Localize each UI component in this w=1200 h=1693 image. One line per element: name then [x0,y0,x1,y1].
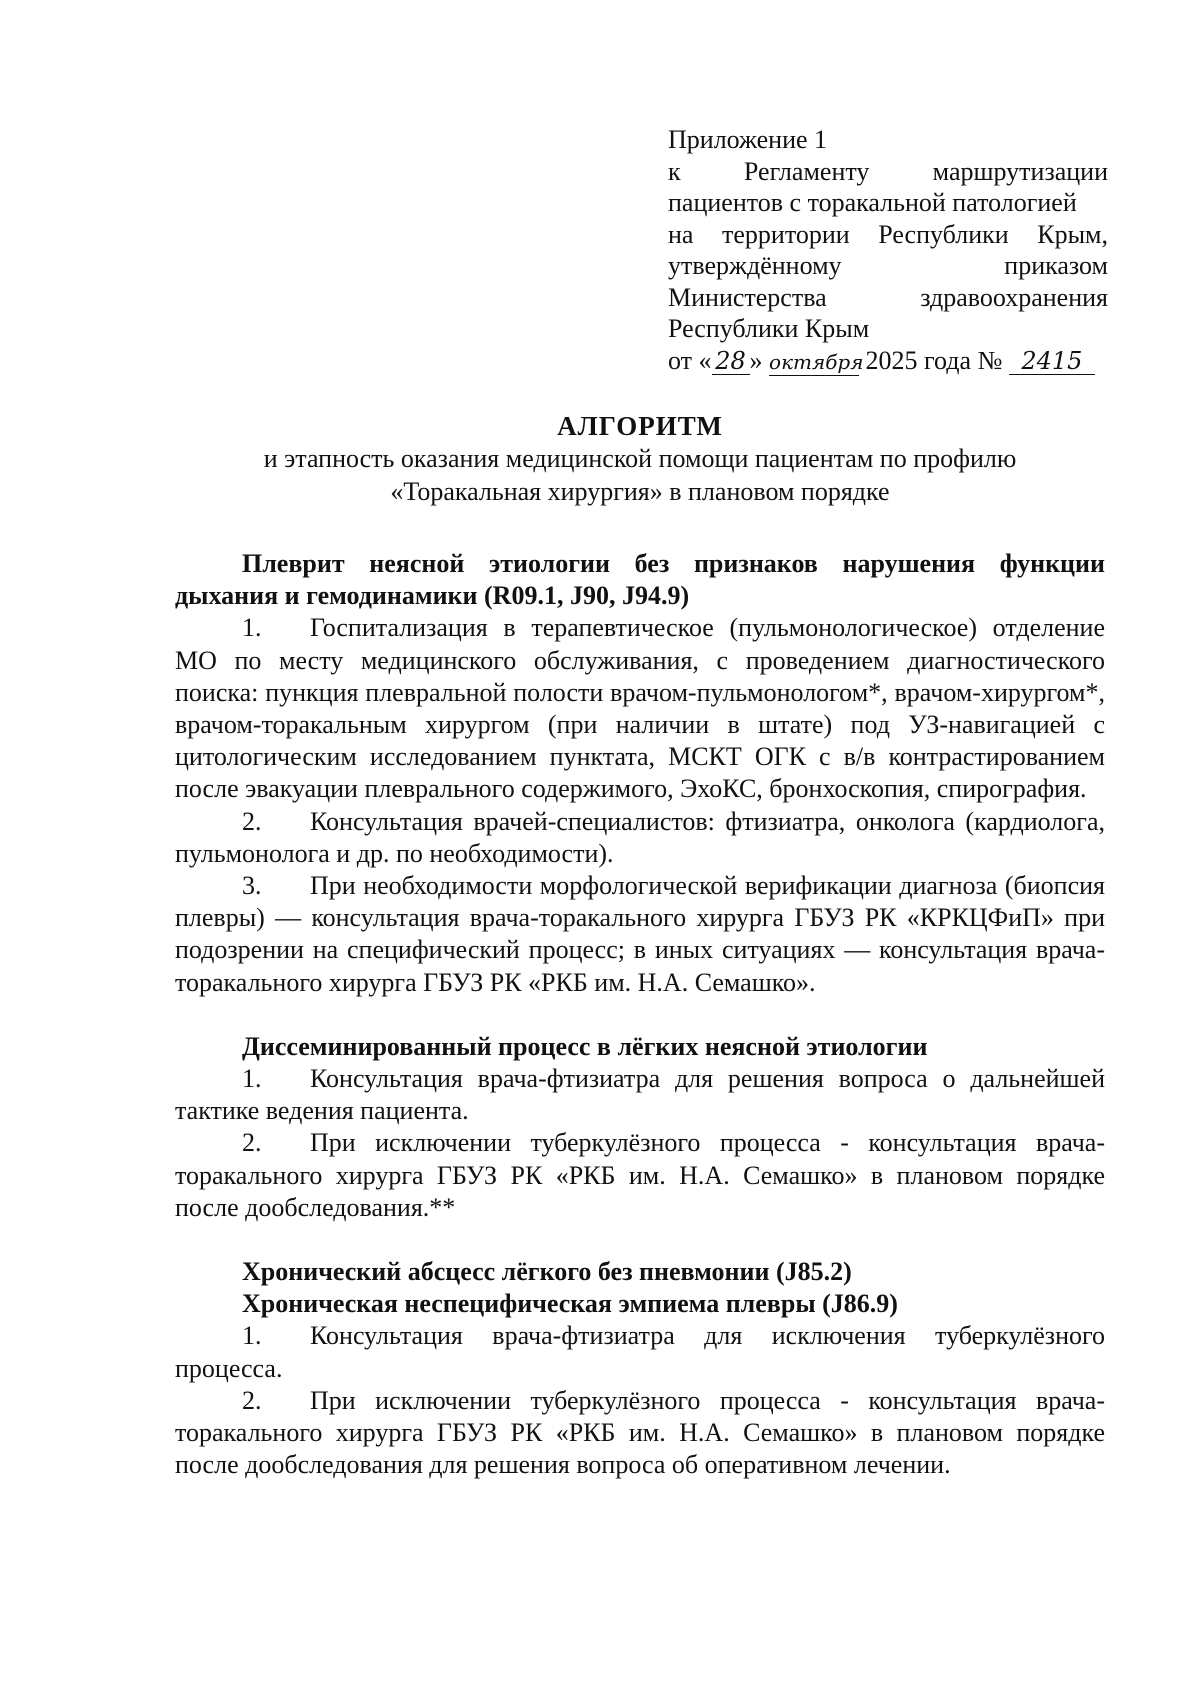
annex-line-6: Республики Крым [668,314,870,343]
section-pleurisy [175,548,1105,999]
item-text: При исключении туберкулёзного процесса - консультация врача-торакального хирурга ГБУЗ РК «РКБ им. Н.А. Семашко» в плановом порядке после дообследования.** [175,1128,1105,1222]
date-prefix: от « [668,345,712,375]
date-year: 2025 года № [865,345,1003,375]
date-day-handwritten: 28 [712,348,750,375]
item-number: 2. [242,1128,262,1158]
order-number-handwritten: 2415 [1009,348,1095,375]
annex-title: Приложение 1 [668,125,828,154]
item-number: 3. [242,871,262,901]
list-item [175,612,1105,805]
list-item [175,1320,1105,1384]
title-sub-1: и этапность оказания медицинской помощи пациентам по профилю [263,444,1017,473]
item-number: 2. [242,1385,262,1415]
item-number: 1. [242,1064,262,1094]
document-title [175,410,1105,508]
annex-line-5: Министерства здравоохранения [668,282,1108,312]
list-item [175,1127,1105,1224]
list-item [175,806,1105,870]
date-month-handwritten: октября [769,349,864,374]
list-item [175,1385,1105,1482]
section-title: Плеврит неясной этиологии без признаков нарушения функции дыхания и гемодинамики (R09.1, J90, J94.9) [175,549,1105,611]
item-number: 1. [242,1321,262,1351]
annex-line-3: на территории Республики Крым, [668,219,1108,249]
item-number: 1. [242,613,262,643]
item-text: Консультация врача-фтизиатра для исключения туберкулёзного процесса. [175,1321,1105,1383]
list-item [175,870,1105,999]
section-abscess-empyema [175,1256,1105,1481]
section-disseminated [175,1031,1105,1224]
item-text: Госпитализация в терапевтическое (пульмонологическое) отделение МО по месту медицинского обслуживания, с проведением диагностического поиска: пункция плевральной полости врачом-пульмонологом*, врачом-хирургом*, врачом-торакальным хирургом (при наличии в штате) под УЗ-навигацией с цитологическим исследованием пунктата, МСКТ ОГК с в/в контрастированием после эвакуации плеврального содержимого, ЭхоКС, бронхоскопия, спирография. [175,613,1105,804]
date-mid: » [749,345,763,375]
item-text: Консультация врачей-специалистов: фтизиатра, онколога (кардиолога, пульмонолога и др. по необходимости). [175,806,1105,868]
document-body [175,548,1105,1481]
item-text: При необходимости морфологической верификации диагноза (биопсия плевры) — консультация врача-торакального хирурга ГБУЗ РК «КРКЦФиП» при подозрении на специфический процесс; в иных ситуациях — консультация врача-торакального хирурга ГБУЗ РК «РКБ им. Н.А. Семашко». [175,871,1105,997]
title-sub-2: «Торакальная хирургия» в плановом порядке [390,477,890,506]
item-number: 2. [242,806,262,836]
annex-date-line [668,345,1108,377]
item-text: Консультация врача-фтизиатра для решения вопроса о дальнейшей тактике ведения пациента. [175,1064,1105,1126]
list-item [175,1063,1105,1127]
annex-line-1: к Регламенту маршрутизации [668,156,1108,186]
section-title: Диссеминированный процесс в лёгких неясной этиологии [242,1031,928,1061]
section-title: Хронический абсцесс лёгкого без пневмонии (J85.2) [242,1257,852,1287]
annex-header [668,124,1108,376]
annex-line-2: пациентов с торакальной патологией [668,188,1077,217]
item-text: При исключении туберкулёзного процесса - консультация врача-торакального хирурга ГБУЗ РК «РКБ им. Н.А. Семашко» в плановом порядке после дообследования для решения вопроса об оперативном лечении. [175,1385,1105,1480]
title-main: АЛГОРИТМ [557,411,723,441]
section-title-secondary: Хроническая неспецифическая эмпиема плевры (J86.9) [242,1289,898,1319]
annex-line-4: утверждённому приказом [668,251,1108,280]
